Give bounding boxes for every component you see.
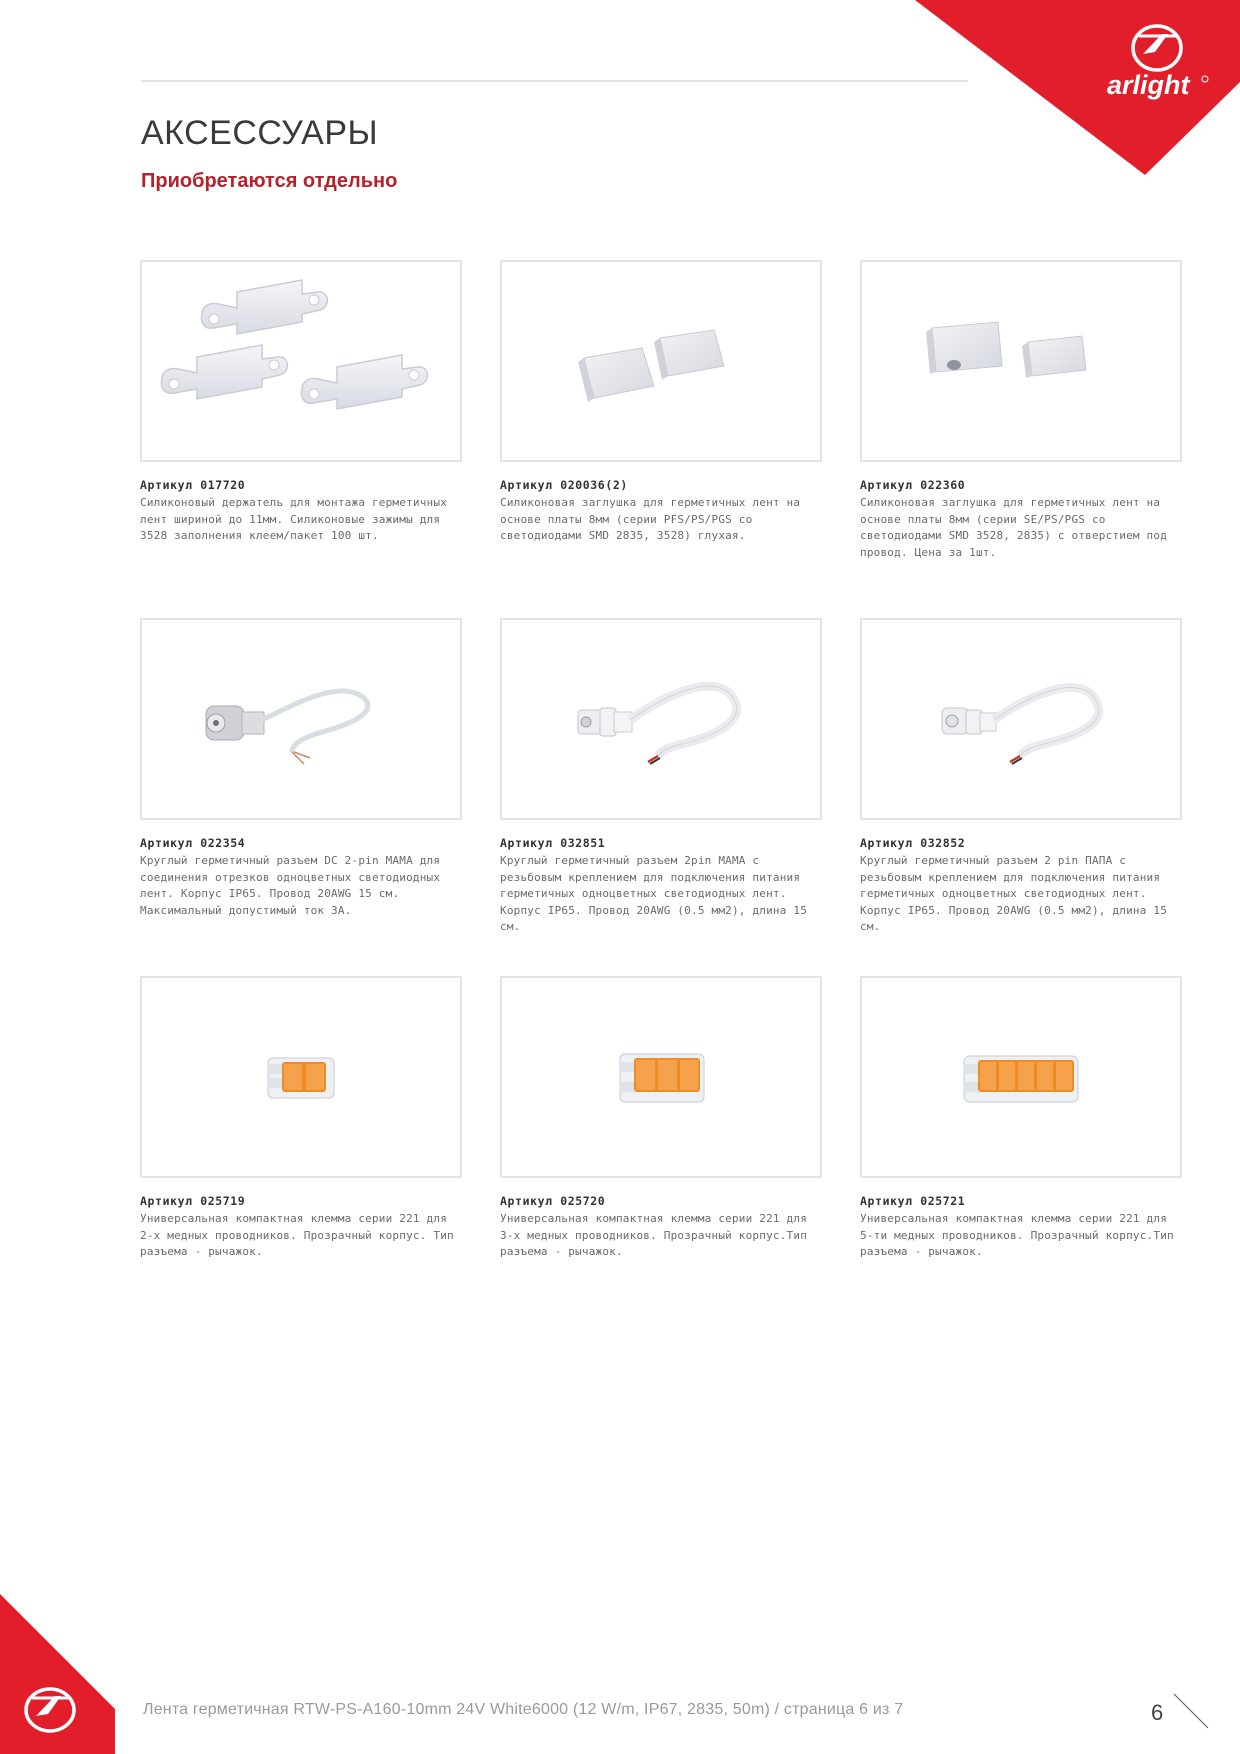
product-sku: Артикул 025720 [500,1194,606,1208]
product-image-frame [140,976,462,1178]
product-sku: Артикул 032851 [500,836,606,850]
dc-connector-image [142,620,460,818]
product-card [500,976,822,1334]
product-card [860,976,1182,1334]
terminal-block-5-image [862,978,1180,1176]
product-sku: Артикул 020036(2) [500,478,628,492]
page-title: АКСЕССУАРЫ [141,114,379,152]
silicone-end-cap-hole-image [862,262,1180,460]
product-card [140,260,462,618]
product-image-frame [500,976,822,1178]
silicone-holder-image [142,262,460,460]
product-card [140,976,462,1334]
round-connector-male-image [862,620,1180,818]
product-description: Силиконовая заглушка для герметичных лент на основе платы 8мм (серии SE/PS/PGS со светодиодами SMD 3528, 2835) с отверстием под провод. Цена за 1шт. [860,496,1168,559]
page-subtitle: Приобретаются отдельно [141,170,398,192]
product-description: Универсальная компактная клемма серии 221 для 5-ти медных проводников. Прозрачный корпус.Тип разъема - рычажок. [860,1212,1174,1258]
header-rule [141,80,968,82]
product-sku: Артикул 025721 [860,1194,966,1208]
product-description: Круглый герметичный разъем 2 pin ПАПА с резьбовым креплением для подключения питания герметичных одноцветных светодиодных лент. Корпус IP65. Провод 20AWG (0.5 мм2), длина 15 см. [860,854,1168,933]
terminal-block-3-image [502,978,820,1176]
product-card [500,618,822,976]
product-description: Круглый герметичный разъем DC 2-pin MAMA для соединения отрезков одноцветных светодиодных лент. Корпус IP65. Провод 20AWG 15 см. Максимальный допустимый ток 3А. [140,854,441,917]
round-connector-female-image [502,620,820,818]
product-image-frame [860,618,1182,820]
silicone-end-cap-image [502,262,820,460]
footer-document-title: Лента герметичная RTW-PS-A160-10mm 24V White6000 (12 W/m, IP67, 2835, 50m) / страница 6 из 7 [143,1701,904,1718]
product-card [500,260,822,618]
product-description: Круглый герметичный разъем 2pin MAMA с резьбовым креплением для подключения питания герметичных одноцветных светодиодных лент. Корпус IP65. Провод 20AWG (0.5 мм2), длина 15 см. [500,854,808,933]
product-description: Силиконовая заглушка для герметичных лент на основе платы 8мм (серии PFS/PS/PGS со светодиодами SMD 2835, 3528) глухая. [500,496,801,542]
brand-corner-logo [915,0,1240,175]
product-description: Силиконовый держатель для монтажа герметичных лент шириной до 11мм. Силиконовые зажимы для 3528 заполнения клеем/пакет 100 шт. [140,496,448,542]
product-sku: Артикул 022354 [140,836,246,850]
page-number-divider [1170,1690,1212,1732]
page-number: 6 [1151,1700,1164,1725]
product-image-frame [140,260,462,462]
product-image-frame [860,260,1182,462]
product-card [860,260,1182,618]
accessories-grid [140,260,1182,1334]
product-description: Универсальная компактная клемма серии 221 для 3-х медных проводников. Прозрачный корпус.Тип разъема - рычажок. [500,1212,808,1258]
product-sku: Артикул 025719 [140,1194,246,1208]
product-card [860,618,1182,976]
product-image-frame [140,618,462,820]
product-description: Универсальная компактная клемма серии 221 для 2-х медных проводников. Прозрачный корпус. Тип разъема - рычажок. [140,1212,454,1258]
product-sku: Артикул 032852 [860,836,966,850]
footer-brand-corner [0,1594,120,1754]
product-card [140,618,462,976]
product-image-frame [860,976,1182,1178]
brand-wordmark: arlight [1107,70,1190,100]
product-image-frame [500,260,822,462]
product-image-frame [500,618,822,820]
terminal-block-2-image [142,978,460,1176]
product-sku: Артикул 022360 [860,478,966,492]
product-sku: Артикул 017720 [140,478,246,492]
